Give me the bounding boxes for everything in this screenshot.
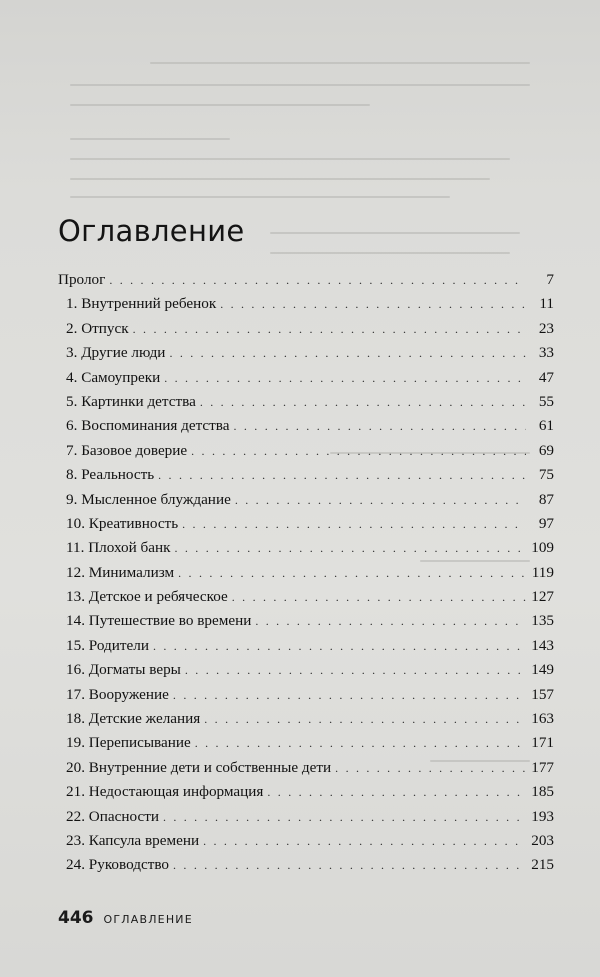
dot-leader <box>255 614 526 629</box>
dot-leader <box>175 541 527 556</box>
dot-leader <box>182 517 526 532</box>
toc-entry-title: 8. Реальность <box>66 466 155 484</box>
toc-entry-title: 21. Недостающая информация <box>66 783 264 801</box>
dot-leader <box>164 371 526 386</box>
toc-entry <box>58 783 554 807</box>
toc-entry-page: 87 <box>538 490 554 508</box>
toc-entry <box>58 515 554 539</box>
toc-entry <box>58 759 554 783</box>
dot-leader <box>185 663 526 678</box>
toc-entry <box>58 661 554 685</box>
toc-entry-title: 4. Самоупреки <box>66 368 161 386</box>
toc-entry-title: 14. Путешествие во времени <box>66 612 252 630</box>
dot-leader <box>335 761 526 776</box>
toc-entry <box>58 442 554 466</box>
toc-entry <box>58 539 554 563</box>
dot-leader <box>169 346 526 361</box>
toc-entry <box>58 612 554 636</box>
toc-entry-page: 109 <box>531 539 554 557</box>
toc-entry-title: 10. Креативность <box>66 514 179 532</box>
dot-leader <box>267 785 526 800</box>
toc-entry-title: 2. Отпуск <box>66 319 129 337</box>
toc-entry-title: 3. Другие люди <box>66 344 166 362</box>
table-of-contents <box>58 271 554 881</box>
dot-leader <box>200 395 526 410</box>
toc-entry <box>58 637 554 661</box>
dot-leader <box>173 858 526 873</box>
toc-entry-page: 135 <box>531 612 554 630</box>
toc-entry-page: 7 <box>546 271 554 288</box>
toc-entry-page: 75 <box>538 466 554 484</box>
toc-entry-title: 6. Воспоминания детства <box>66 417 230 435</box>
toc-entry-page: 143 <box>531 636 554 654</box>
toc-entry-page: 171 <box>531 734 554 752</box>
toc-entry <box>58 466 554 490</box>
toc-entry <box>58 856 554 880</box>
toc-entry-page: 47 <box>538 368 554 386</box>
toc-entry <box>58 344 554 368</box>
dot-leader <box>203 834 526 849</box>
toc-entry-page: 185 <box>531 783 554 801</box>
dot-leader <box>133 322 526 337</box>
toc-entry-page: 55 <box>538 392 554 410</box>
page-number: 446 <box>58 908 94 928</box>
toc-entry-page: 193 <box>531 807 554 825</box>
toc-entry <box>58 369 554 393</box>
toc-entry-page: 23 <box>538 319 554 337</box>
dot-leader <box>109 273 526 288</box>
toc-entry-title: 20. Внутренние дети и собственные дети <box>66 758 332 776</box>
toc-entry-title: 1. Внутренний ребенок <box>66 295 217 313</box>
page-title: Оглавление <box>58 214 245 248</box>
dot-leader <box>191 444 526 459</box>
dot-leader <box>195 736 526 751</box>
toc-entry-title: 9. Мысленное блуждание <box>66 490 231 508</box>
toc-entry-title: 24. Руководство <box>66 856 170 874</box>
toc-entry <box>58 686 554 710</box>
toc-entry-title: 22. Опасности <box>66 807 159 825</box>
dot-leader <box>178 566 526 581</box>
toc-entry <box>58 734 554 758</box>
dot-leader <box>163 810 526 825</box>
toc-entry-title: 23. Капсула времени <box>66 831 200 849</box>
toc-entry <box>58 588 554 612</box>
dot-leader <box>153 639 526 654</box>
toc-entry-title: 12. Минимализм <box>66 563 175 581</box>
toc-entry-page: 215 <box>531 856 554 874</box>
toc-entry-title: 11. Плохой банк <box>66 539 171 557</box>
toc-entry-title: 13. Детское и ребяческое <box>66 588 228 606</box>
toc-entry-title: 17. Вооружение <box>66 685 169 703</box>
dot-leader <box>232 590 526 605</box>
toc-entry-title: Пролог <box>58 271 106 288</box>
toc-entry-page: 69 <box>538 441 554 459</box>
toc-entry-title: 7. Базовое доверие <box>66 441 188 459</box>
toc-entry <box>58 393 554 417</box>
toc-entry <box>58 417 554 441</box>
dot-leader <box>173 688 526 703</box>
toc-entry-title: 15. Родители <box>66 636 149 654</box>
toc-entry <box>58 808 554 832</box>
toc-entry-page: 127 <box>531 588 554 606</box>
toc-entry <box>58 832 554 856</box>
dot-leader <box>204 712 526 727</box>
toc-entry-page: 163 <box>531 710 554 728</box>
toc-entry-title: 5. Картинки детства <box>66 392 196 410</box>
toc-entry <box>58 491 554 515</box>
toc-entry-page: 61 <box>538 417 554 435</box>
toc-entry <box>58 271 554 295</box>
dot-leader <box>158 468 526 483</box>
toc-entry-page: 97 <box>538 514 554 532</box>
toc-entry-page: 177 <box>531 758 554 776</box>
toc-entry-page: 33 <box>538 344 554 362</box>
dot-leader <box>220 297 526 312</box>
dot-leader <box>234 419 527 434</box>
toc-entry-page: 157 <box>531 685 554 703</box>
toc-entry-page: 149 <box>531 661 554 679</box>
toc-entry-page: 11 <box>539 295 554 313</box>
toc-entry-title: 19. Переписывание <box>66 734 191 752</box>
page-footer <box>58 908 193 928</box>
toc-entry <box>58 295 554 319</box>
toc-entry-title: 18. Детские желания <box>66 710 201 728</box>
running-head: ОГЛАВЛЕНИЕ <box>103 913 193 926</box>
dot-leader <box>235 493 526 508</box>
toc-entry <box>58 320 554 344</box>
toc-entry-title: 16. Догматы веры <box>66 661 181 679</box>
toc-entry-page: 203 <box>531 831 554 849</box>
toc-entry <box>58 710 554 734</box>
toc-entry-page: 119 <box>531 563 554 581</box>
toc-entry <box>58 564 554 588</box>
